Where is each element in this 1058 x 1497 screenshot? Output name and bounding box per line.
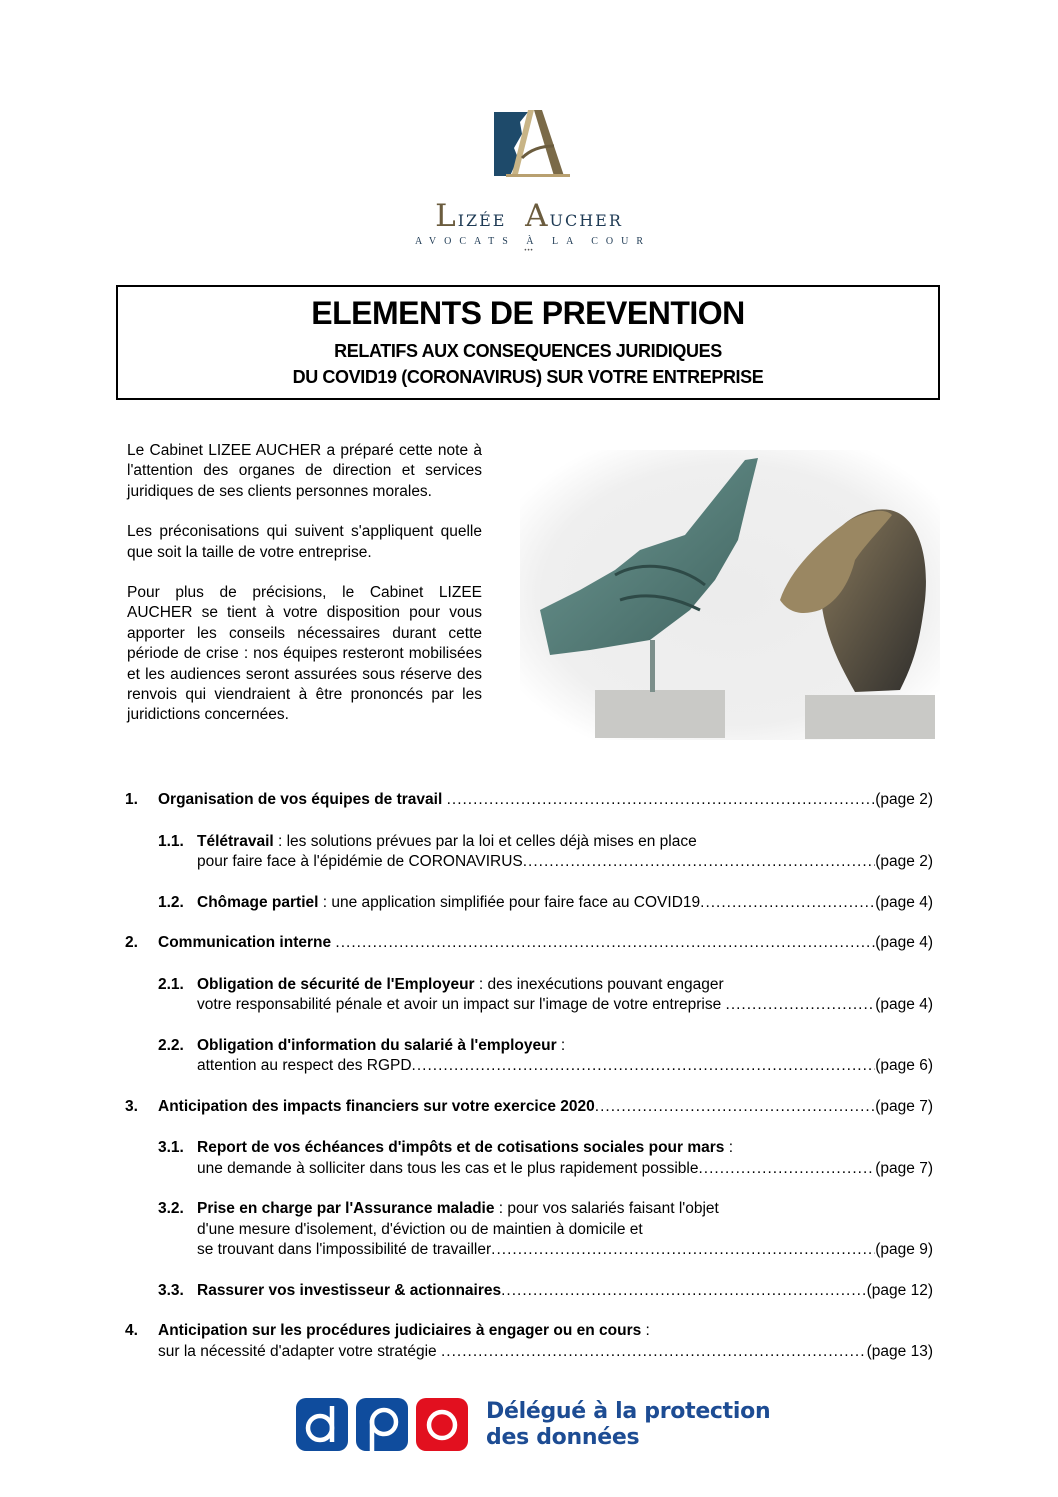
toc-leader-dots [523,852,876,873]
toc-section-number: 2. [125,934,138,951]
dpo-label [486,1399,770,1451]
toc-subsection-title: Obligation de sécurité de l'Employeur [197,975,475,993]
toc-leader-dots [412,1056,876,1077]
toc-page-ref: (page 9) [875,1241,933,1258]
toc-leader-dots [441,1342,867,1363]
toc-section[interactable] [125,790,933,811]
toc-subsection-title: Rassurer vos investisseur & actionnaires [197,1281,502,1299]
toc-section-desc: : [641,1322,650,1339]
table-of-contents [125,790,933,1362]
toc-leader-dots [595,1097,875,1118]
toc-subsection[interactable] [158,1138,933,1179]
toc-leader-dots [700,893,875,914]
toc-page-ref: (page 7) [875,1159,933,1177]
toc-subsection-desc: : [724,1139,734,1156]
toc-subsection[interactable] [158,1036,933,1077]
document-subtitle-line-2: DU COVID19 (CORONAVIRUS) SUR VOTRE ENTREPRISE [292,367,764,387]
toc-section[interactable] [125,1321,933,1362]
toc-section-desc: sur la nécessité d'adapter votre stratégie [158,1342,441,1360]
toc-leader-dots [491,1240,875,1261]
toc-subsection-desc: une demande à solliciter dans tous les cas et le plus rapidement possible [197,1159,699,1177]
toc-subsection-title: Report de vos échéances d'impôts et de cotisations sociales pour mars [197,1139,725,1156]
toc-section-number: 4. [125,1322,138,1339]
intro-paragraph: Le Cabinet LIZEE AUCHER a préparé cette note à l'attention des organes de direction et services juridiques de ses clients personnes morales. [127,442,482,500]
toc-subsection-title: Chômage partiel [197,893,319,911]
toc-subsection-desc: se trouvant dans l'impossibilité de travailler [197,1241,492,1258]
toc-section-title: Anticipation sur les procédures judiciaires à engager ou en cours [158,1322,642,1339]
toc-leader-dots [698,1159,875,1180]
toc-subsection-title: Obligation d'information du salarié à l'employeur [197,1036,557,1054]
toc-section-title: Communication interne [158,934,332,951]
toc-page-ref: (page 4) [875,934,933,951]
toc-page-ref: (page 2) [875,791,933,808]
toc-subsection-desc: votre responsabilité pénale et avoir un impact sur l'image de votre entreprise [197,996,726,1013]
toc-subsection-desc: : une application simplifiée pour faire face au COVID19 [318,893,701,911]
toc-section[interactable] [125,1097,933,1118]
toc-section-title: Organisation de vos équipes de travail [158,791,443,808]
intro-text [127,441,482,746]
toc-subsection-desc: : [556,1036,566,1054]
toc-subsection-number: 2.1. [158,975,184,993]
dpo-label-line-1: Délégué à la protection [486,1398,771,1424]
toc-subsection-number: 1.2. [158,893,184,911]
logo-ornament: ••• [524,248,534,254]
toc-subsection-number: 3.2. [158,1200,184,1217]
firm-name-second: Aucher [525,198,623,234]
toc-leader-dots [335,933,875,954]
document-title-box [116,285,940,400]
toc-subsection-desc: d'une mesure d'isolement, d'éviction ou de maintien à domicile et [197,1220,643,1238]
sculpture-illustration [520,450,940,740]
dpo-letter-o-icon [416,1398,468,1451]
toc-subsection[interactable] [158,1281,933,1302]
firm-tagline: AVOCATS À LA COUR [414,236,652,247]
toc-section-number: 3. [125,1097,138,1115]
intro-paragraph: Les préconisations qui suivent s'appliquent quelle que soit la taille de votre entreprise. [127,523,482,561]
toc-subsection[interactable] [158,832,933,873]
toc-leader-dots [501,1281,867,1302]
toc-subsection-desc: attention au respect des RGPD [197,1057,412,1074]
dpo-label-line-2: des données [486,1424,640,1450]
toc-subsection-number: 1.1. [158,832,184,850]
toc-subsection-title: Prise en charge par l'Assurance maladie [197,1200,495,1217]
toc-subsection[interactable] [158,893,933,914]
intro-paragraph: Pour plus de précisions, le Cabinet LIZEE AUCHER se tient à votre disposition pour vous apporter les conseils nécessaires durant cette période de crise : nos équipes resteront mobilisées et les audiences seront assurées sous réserve des renvois qui viendraient à être prononcés par les juridictions concernées. [127,584,482,724]
dpo-logo [296,1398,770,1451]
toc-page-ref: (page 6) [875,1057,933,1074]
toc-leader-dots [726,995,876,1016]
firm-logo [0,108,1058,254]
toc-subsection-number: 2.2. [158,1036,184,1054]
toc-subsection[interactable] [158,1199,933,1261]
dpo-letter-p-icon [356,1398,408,1451]
toc-subsection[interactable] [158,975,933,1016]
toc-page-ref: (page 2) [875,853,933,870]
toc-subsection-number: 3.3. [158,1281,184,1299]
toc-subsection-desc: pour faire face à l'épidémie de CORONAVIRUS [197,853,523,870]
toc-section[interactable] [125,933,933,954]
toc-page-ref: (page 7) [875,1097,933,1115]
toc-page-ref: (page 13) [866,1342,933,1360]
toc-page-ref: (page 12) [866,1281,933,1299]
dpo-letter-d-icon [296,1398,348,1451]
toc-subsection-desc: : pour vos salariés faisant l'objet [494,1200,719,1217]
toc-leader-dots [447,790,876,811]
toc-section-title: Anticipation des impacts financiers sur votre exercice 2020 [158,1097,595,1115]
firm-name [0,198,1058,234]
toc-page-ref: (page 4) [875,996,933,1013]
document-title: ELEMENTS DE PREVENTION [311,295,745,331]
toc-section-number: 1. [125,791,138,808]
toc-subsection-desc: : des inexécutions pouvant engager [474,975,724,993]
firm-monogram-icon [484,108,574,180]
toc-page-ref: (page 4) [875,893,933,911]
toc-subsection-desc: : les solutions prévues par la loi et celles déjà mises en place [273,832,697,850]
toc-subsection-title: Télétravail [197,832,274,850]
toc-subsection-number: 3.1. [158,1139,184,1156]
document-subtitle-line-1: RELATIFS AUX CONSEQUENCES JURIDIQUES [334,341,722,361]
firm-name-first: Lizée [435,198,507,234]
